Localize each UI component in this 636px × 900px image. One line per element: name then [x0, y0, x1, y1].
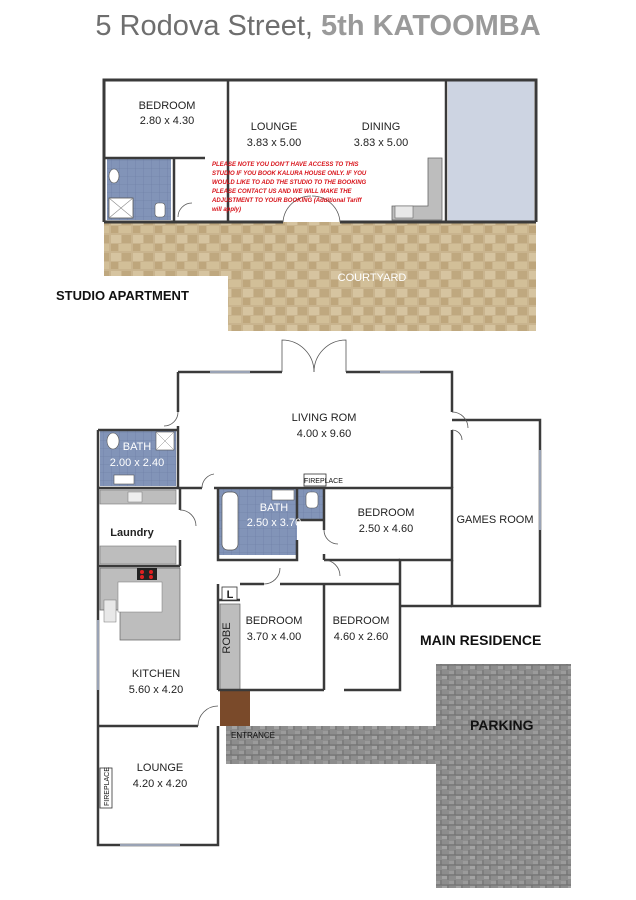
studio-note-line-4: PLEASE CONTACT US AND WE WILL MAKE THE [212, 189, 352, 195]
bedroom3-size: 4.60 x 2.60 [333, 631, 389, 643]
parking-label: PARKING [470, 717, 534, 733]
courtyard-label: COURTYARD [337, 272, 407, 284]
studio-bedroom-name: BEDROOM [138, 100, 196, 112]
parking-area [226, 664, 571, 888]
fireplace2-label: FIREPLACE [104, 767, 111, 806]
studio-note-line-1: PLEASE NOTE YOU DON'T HAVE ACCESS TO THIS [212, 162, 359, 168]
studio-apartment [56, 80, 536, 331]
studio-section-label: STUDIO APARTMENT [56, 288, 189, 303]
address-text: 5 Rodova Street, [95, 10, 313, 42]
lounge-name: LOUNGE [136, 762, 184, 774]
studio-dining-size: 3.83 x 5.00 [353, 137, 409, 149]
laundry-label: Laundry [110, 527, 154, 539]
kitchen-size: 5.60 x 4.20 [128, 684, 184, 696]
studio-bedroom-size: 2.80 x 4.30 [139, 115, 195, 127]
living-name: LIVING ROM [291, 412, 357, 424]
living-size: 4.00 x 9.60 [296, 428, 352, 440]
bath1-size: 2.00 x 2.40 [109, 457, 165, 469]
bedroom1-size: 2.50 x 4.60 [358, 523, 414, 535]
kitchen-name: KITCHEN [131, 668, 181, 680]
glass-area [448, 80, 534, 222]
courtyard-area [104, 222, 536, 331]
studio-note-line-2: STUDIO IF YOU BOOK KALURA HOUSE ONLY. IF YOU [212, 171, 367, 177]
games-room-label: GAMES ROOM [456, 514, 534, 526]
entrance-door [220, 690, 250, 726]
bedroom1-name: BEDROOM [357, 507, 415, 519]
lounge-size: 4.20 x 4.20 [132, 778, 188, 790]
fireplace1-label: FIREPLACE [304, 478, 343, 485]
entrance-label: ENTRANCE [231, 731, 276, 740]
studio-note-line-5: ADJUSTMENT TO YOUR BOOKING (Additional Tariff [212, 198, 362, 204]
bedroom3-name: BEDROOM [332, 615, 390, 627]
bath2-size: 2.50 x 3.70 [246, 517, 302, 529]
studio-note-line-6: will apply) [212, 207, 242, 213]
bath1-name: BATH [122, 441, 152, 453]
suburb-text: 5th KATOOMBA [321, 10, 541, 42]
studio-lounge-size: 3.83 x 5.00 [246, 137, 302, 149]
linen-label: L [226, 589, 234, 601]
studio-dining-name: DINING [361, 121, 401, 133]
bath2-name: BATH [259, 502, 289, 514]
main-section-label: MAIN RESIDENCE [420, 632, 542, 648]
main-residence [98, 340, 571, 888]
bedroom2-name: BEDROOM [245, 615, 303, 627]
robe-label: ROBE [221, 622, 233, 654]
bedroom2-size: 3.70 x 4.00 [246, 631, 302, 643]
studio-note-line-3: WOULD LIKE TO ADD THE STUDIO TO THE BOOKING [212, 180, 367, 186]
studio-lounge-name: LOUNGE [250, 121, 298, 133]
